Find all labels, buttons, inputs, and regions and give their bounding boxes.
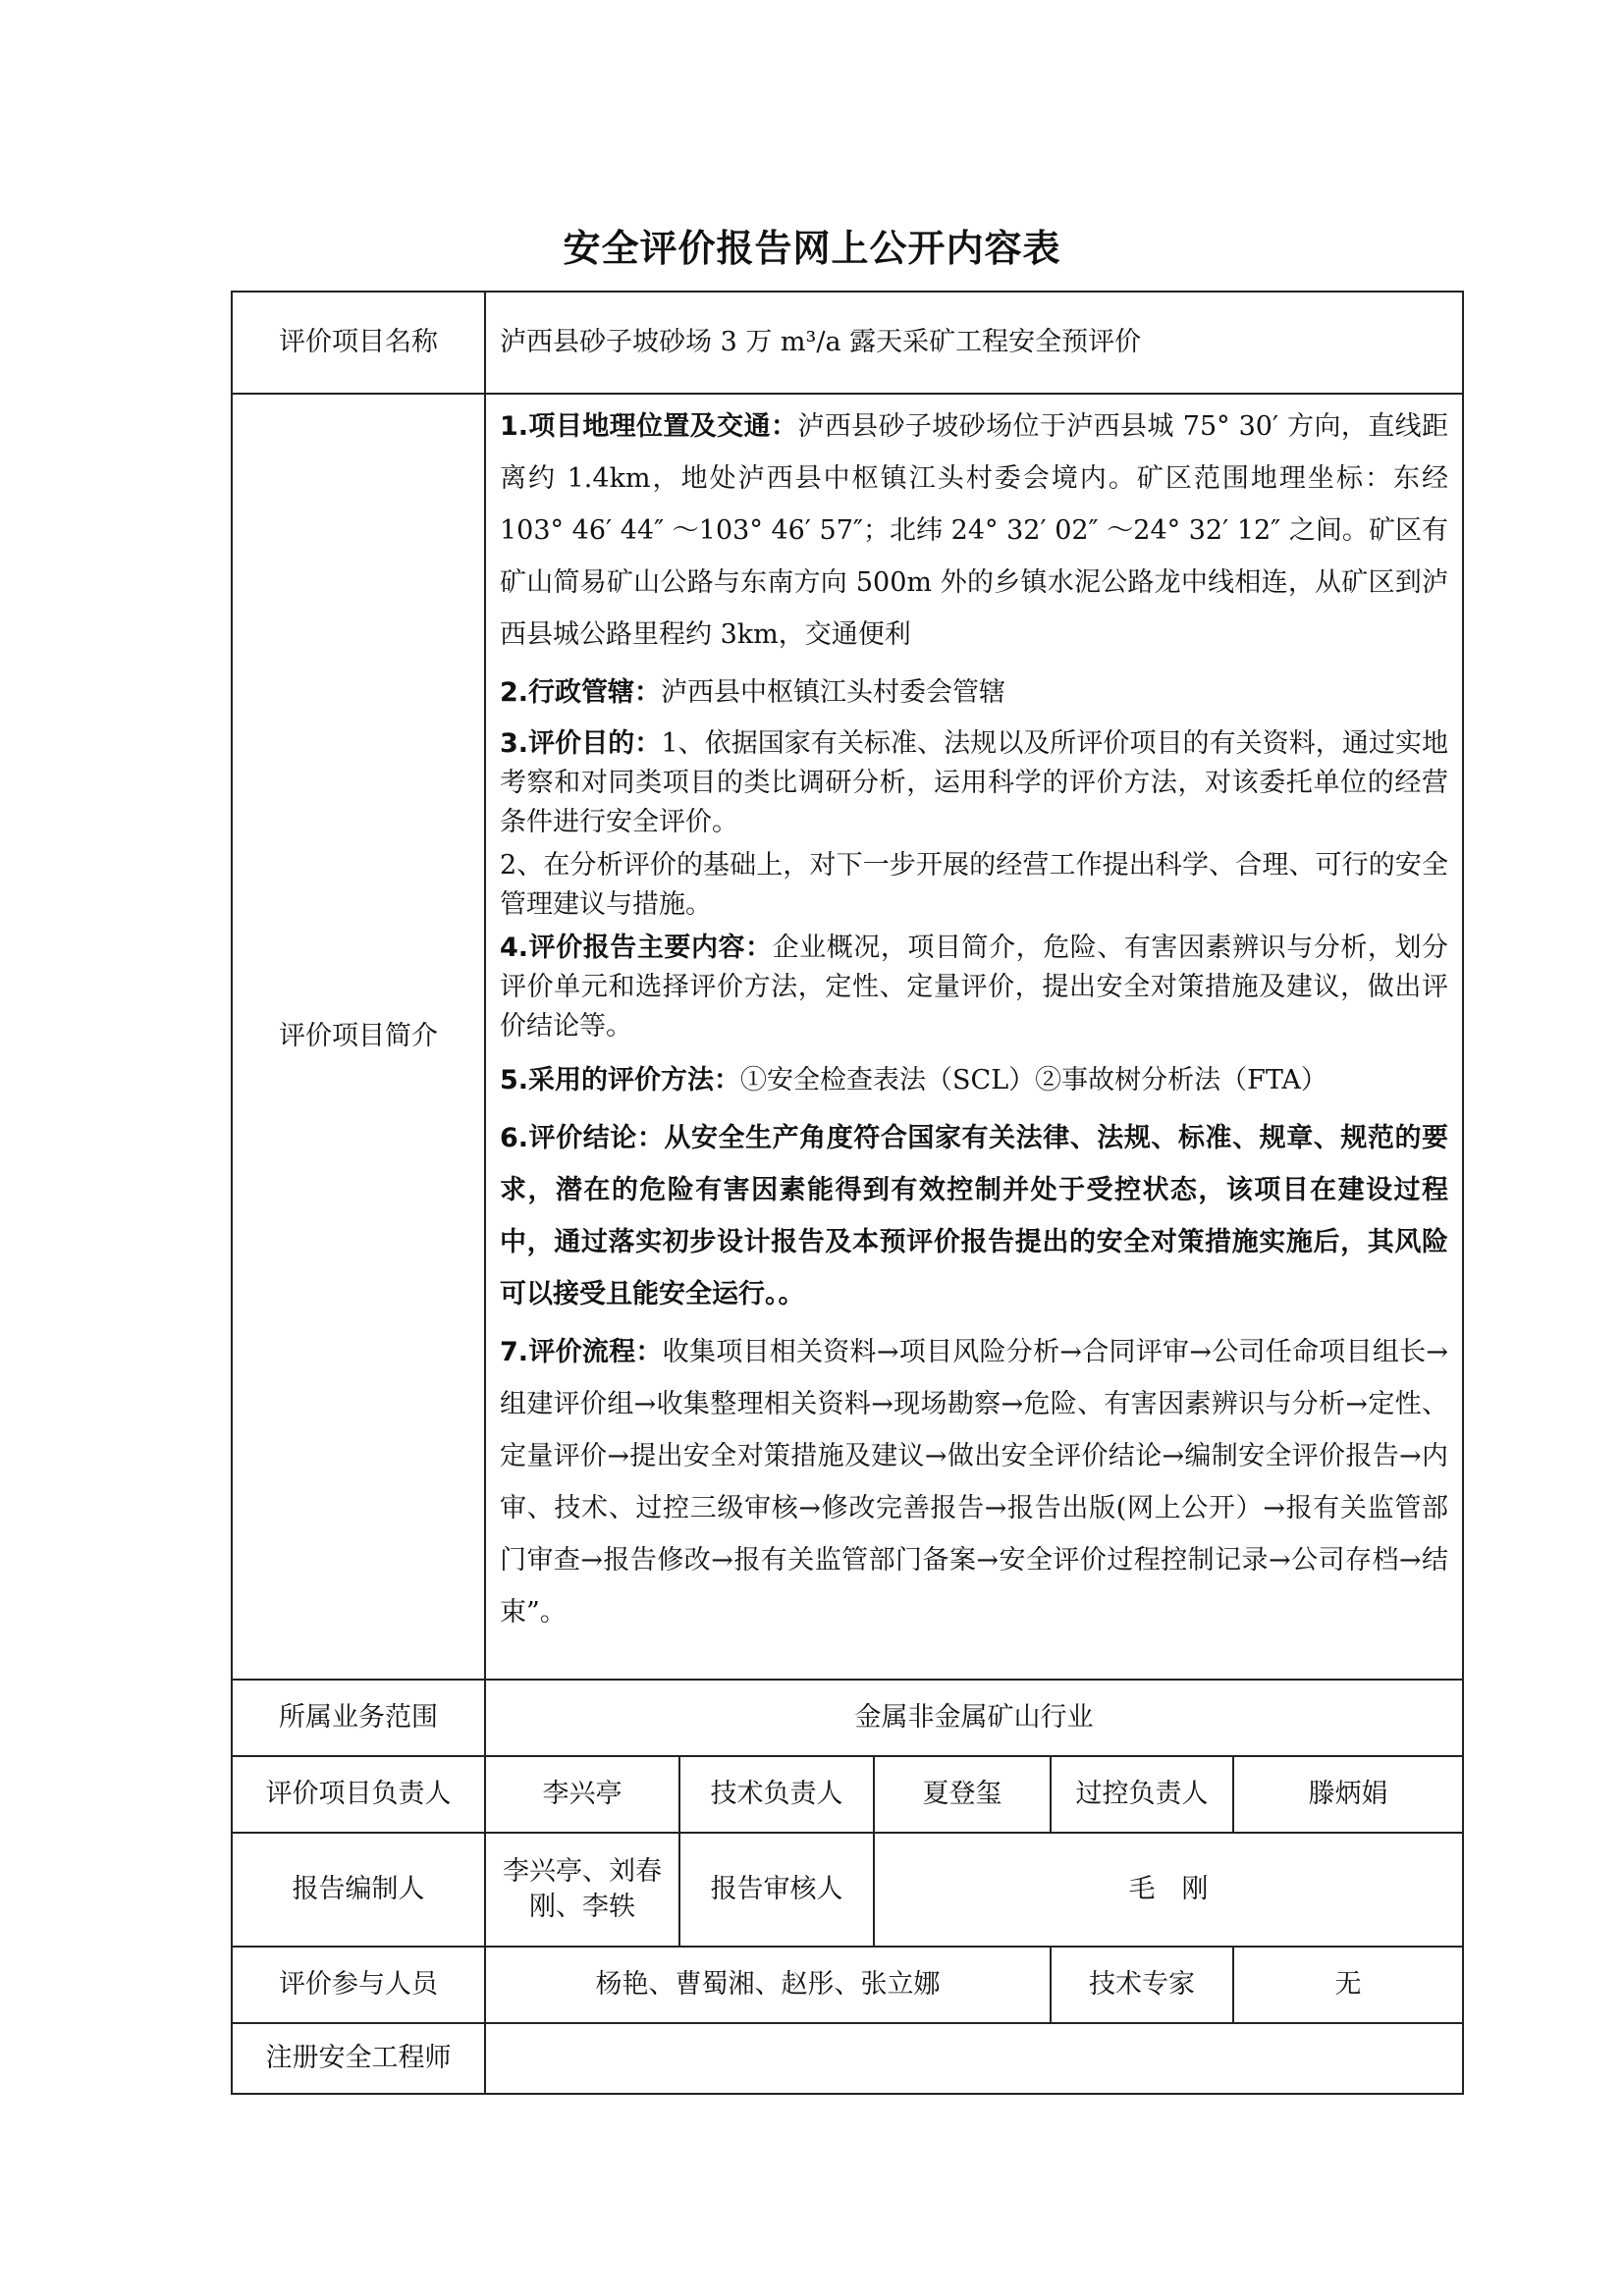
reviewer-value: 毛 刚 <box>874 1833 1463 1947</box>
compiler-label: 报告编制人 <box>232 1833 485 1947</box>
engineer-value <box>485 2023 1463 2094</box>
business-scope-value: 金属非金属矿山行业 <box>485 1680 1463 1756</box>
admin-paragraph <box>500 667 1448 719</box>
content-heading: 4.评价报告主要内容： <box>500 933 773 963</box>
row-responsible <box>232 1756 1463 1833</box>
expert-value: 无 <box>1233 1947 1463 2023</box>
page-title: 安全评价报告网上公开内容表 <box>563 227 1061 270</box>
process-heading: 7.评价流程： <box>500 1337 663 1367</box>
row-intro <box>232 394 1463 1680</box>
content-paragraph <box>500 929 1448 1046</box>
process-text: 收集项目相关资料→项目风险分析→合同评审→公司任命项目组长→组建评价组→收集整理相关资料→现场勘察→危险、有害因素辨识与分析→定性、定量评价→提出安全对策措施及建议→做出安全评价结论→编制安全评价报告→内审、技术、过控三级审核→修改完善报告→报告出版(网上公开）→报有关监管部门审查→报告修改→报有关监管部门备案→安全评价过程控制记录→公司存档→结束”。 <box>500 1337 1448 1628</box>
methods-heading: 5.采用的评价方法： <box>500 1065 741 1095</box>
reviewer-label: 报告审核人 <box>679 1833 874 1947</box>
intro-label: 评价项目简介 <box>232 394 485 1680</box>
process-paragraph <box>500 1326 1448 1638</box>
methods-text: ①安全检查表法（SCL）②事故树分析法（FTA） <box>740 1065 1327 1095</box>
admin-text: 泸西县中枢镇江头村委会管辖 <box>661 677 1006 708</box>
conclusion-text: 从安全生产角度符合国家有关法律、法规、标准、规章、规范的要求，潜在的危险有害因素能得到有效控制并处于受控状态，该项目在建设过程中，通过落实初步设计报告及本预评价报告提出的安全对策措施实施后，其风险可以接受且能安全运行。。 <box>500 1123 1448 1309</box>
row-engineer <box>232 2023 1463 2094</box>
location-text: 泸西县砂子坡砂场位于泸西县城 75° 30′ 方向，直线距离约 1.4km，地处泸西县中枢镇江头村委会境内。矿区范围地理坐标：东经 103° 46′ 44″ ～103° 46′ 57″；北纬 24° 32′ 02″ ～24° 32′ 12″ 之间。矿区有矿山简易矿山公路与东南方向 500m 外的乡镇水泥公路龙中线相连，从矿区到泸西县城公路里程约 3km，交通便利 <box>500 411 1449 650</box>
methods-paragraph <box>500 1054 1448 1106</box>
disclosure-table <box>231 291 1464 2095</box>
admin-heading: 2.行政管辖： <box>500 677 662 708</box>
compiler-value: 李兴亭、刘春刚、李轶 <box>485 1833 679 1947</box>
business-scope-label: 所属业务范围 <box>232 1680 485 1756</box>
responsible-label: 评价项目负责人 <box>232 1756 485 1833</box>
participants-value: 杨艳、曹蜀湘、赵彤、张立娜 <box>485 1947 1051 2023</box>
purpose-text-2: 2、在分析评价的基础上，对下一步开展的经营工作提出科学、合理、可行的安全管理建议与措施。 <box>500 850 1448 920</box>
purpose-paragraph-1 <box>500 724 1448 842</box>
conclusion-heading: 6.评价结论： <box>500 1123 665 1153</box>
purpose-paragraph-2 <box>500 846 1448 925</box>
row-participants <box>232 1947 1463 2023</box>
row-business-scope <box>232 1680 1463 1756</box>
location-paragraph <box>500 400 1448 661</box>
project-name-value: 泸西县砂子坡砂场 3 万 m³/a 露天采矿工程安全预评价 <box>485 292 1463 394</box>
location-heading: 1.项目地理位置及交通： <box>500 411 798 442</box>
engineer-label: 注册安全工程师 <box>232 2023 485 2094</box>
participants-label: 评价参与人员 <box>232 1947 485 2023</box>
responsible-value: 李兴亭 <box>485 1756 679 1833</box>
tech-lead-label: 技术负责人 <box>679 1756 874 1833</box>
tech-lead-value: 夏登玺 <box>874 1756 1051 1833</box>
process-lead-label: 过控负责人 <box>1051 1756 1233 1833</box>
project-name-label: 评价项目名称 <box>232 292 485 394</box>
purpose-heading: 3.评价目的： <box>500 728 662 759</box>
expert-label: 技术专家 <box>1051 1947 1233 2023</box>
row-compiler <box>232 1833 1463 1947</box>
conclusion-paragraph <box>500 1112 1448 1320</box>
purpose-text-1: 1、依据国家有关标准、法规以及所评价项目的有关资料，通过实地考察和对同类项目的类比调研分析，运用科学的评价方法，对该委托单位的经营条件进行安全评价。 <box>500 728 1448 837</box>
intro-content <box>485 394 1463 1680</box>
row-project-name <box>232 292 1463 394</box>
process-lead-value: 滕炳娟 <box>1233 1756 1463 1833</box>
content-text: 企业概况，项目简介，危险、有害因素辨识与分析，划分评价单元和选择评价方法，定性、定量评价，提出安全对策措施及建议，做出评价结论等。 <box>500 933 1449 1041</box>
